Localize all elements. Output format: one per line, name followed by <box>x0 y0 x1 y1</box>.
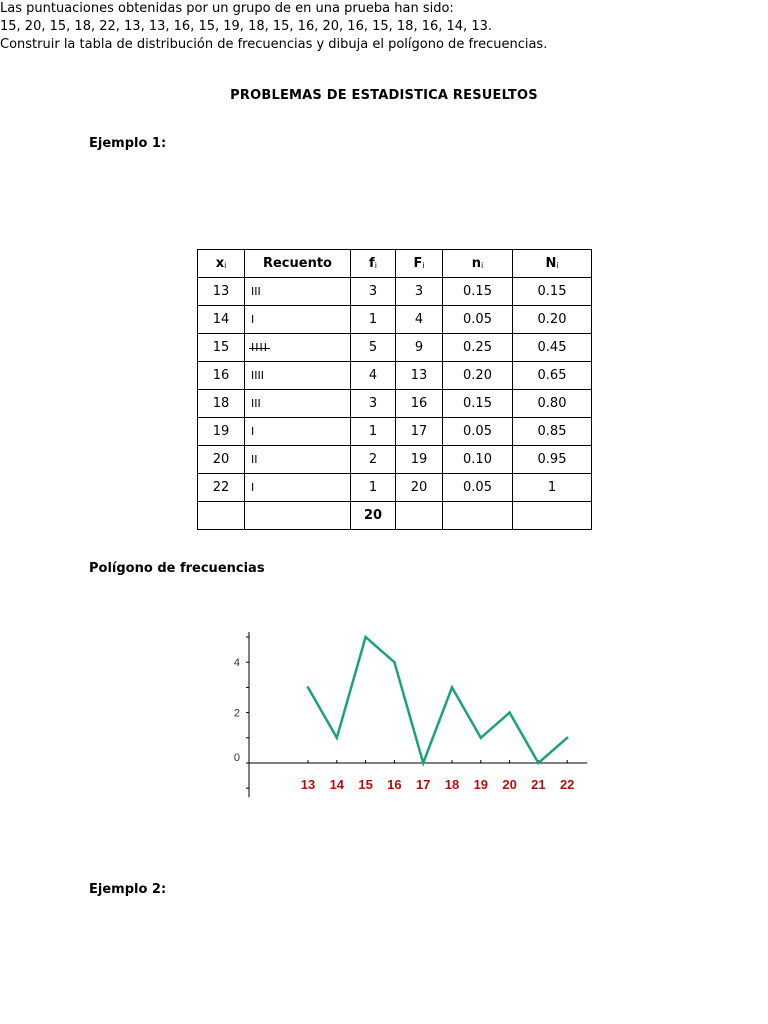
cell-x: 16 <box>198 362 245 390</box>
header-xi: xi <box>198 250 245 278</box>
statement-line-3: Construir la tabla de distribución de frecuencias y dibuja el polígono de frecuencias. <box>0 37 548 52</box>
data-point <box>508 711 511 714</box>
cell-N: 0.45 <box>513 334 592 362</box>
data-point <box>393 661 396 664</box>
data-point <box>422 762 425 765</box>
cell-F: 20 <box>396 474 443 502</box>
cell-N: 0.15 <box>513 278 592 306</box>
cell-f: 1 <box>351 418 396 446</box>
polygon-heading: Polígono de frecuencias <box>89 561 265 576</box>
cell-F: 4 <box>396 306 443 334</box>
cell-x: 18 <box>198 390 245 418</box>
cell-tally: IIII <box>245 362 351 390</box>
example-1-heading: Ejemplo 1: <box>89 136 167 151</box>
cell-N: 0.85 <box>513 418 592 446</box>
cell-n: 0.05 <box>443 474 513 502</box>
total-frequency: 20 <box>351 502 396 530</box>
header-Fi: Fi <box>396 250 443 278</box>
statement-line-2: 15, 20, 15, 18, 22, 13, 13, 16, 15, 19, 18, 15, 16, 20, 16, 15, 18, 16, 14, 13. <box>0 19 493 34</box>
cell-N: 0.95 <box>513 446 592 474</box>
x-tick-label: 13 <box>300 777 316 792</box>
data-point <box>336 737 339 740</box>
cell-F: 17 <box>396 418 443 446</box>
cell-N: 0.65 <box>513 362 592 390</box>
x-tick-label: 17 <box>415 777 431 792</box>
cell-F: 13 <box>396 362 443 390</box>
cell-f: 4 <box>351 362 396 390</box>
x-tick-label: 19 <box>473 777 489 792</box>
cell-x: 22 <box>198 474 245 502</box>
page-title: PROBLEMAS DE ESTADISTICA RESUELTOS <box>230 88 538 103</box>
example-2-heading: Ejemplo 2: <box>89 882 167 897</box>
cell-N: 0.20 <box>513 306 592 334</box>
cell-x: 19 <box>198 418 245 446</box>
statement-line-1: Las puntuaciones obtenidas por un grupo de en una prueba han sido: <box>0 1 454 16</box>
cell-f: 2 <box>351 446 396 474</box>
cell-n: 0.15 <box>443 390 513 418</box>
cell-x: 14 <box>198 306 245 334</box>
cell-f: 5 <box>351 334 396 362</box>
cell-tally: III <box>245 390 351 418</box>
cell-x: 15 <box>198 334 245 362</box>
chart-marks <box>307 636 569 765</box>
cell-f: 3 <box>351 390 396 418</box>
cell-x: 13 <box>198 278 245 306</box>
data-point <box>480 737 483 740</box>
y-tick-label: 2 <box>233 707 240 720</box>
y-tick-label: 4 <box>233 657 240 670</box>
data-point <box>566 737 569 740</box>
cell-x: 20 <box>198 446 245 474</box>
cell-n: 0.05 <box>443 418 513 446</box>
cell-f: 1 <box>351 474 396 502</box>
cell-f: 3 <box>351 278 396 306</box>
cell-tally: I <box>245 306 351 334</box>
cell-tally: IIII <box>245 334 351 362</box>
cell-n: 0.15 <box>443 278 513 306</box>
data-point <box>364 636 367 639</box>
header-Ni: Ni <box>513 250 592 278</box>
cell-N: 1 <box>513 474 592 502</box>
cell-N: 0.80 <box>513 390 592 418</box>
cell-F: 9 <box>396 334 443 362</box>
cell-tally: II <box>245 446 351 474</box>
cell-n: 0.25 <box>443 334 513 362</box>
cell-f: 1 <box>351 306 396 334</box>
cell-tally: I <box>245 418 351 446</box>
header-ni: ni <box>443 250 513 278</box>
x-tick-label: 15 <box>358 777 373 792</box>
x-tick-label: 20 <box>502 777 517 792</box>
x-tick-label: 21 <box>531 777 546 792</box>
x-tick-label: 16 <box>387 777 402 792</box>
y-tick-label: 0 <box>233 752 240 764</box>
cell-F: 16 <box>396 390 443 418</box>
data-point <box>537 762 540 765</box>
cell-n: 0.05 <box>443 306 513 334</box>
cell-n: 0.10 <box>443 446 513 474</box>
cell-F: 3 <box>396 278 443 306</box>
data-point <box>307 686 310 689</box>
cell-n: 0.20 <box>443 362 513 390</box>
x-tick-label: 18 <box>444 777 460 792</box>
header-recuento: Recuento <box>245 250 351 278</box>
x-tick-label: 22 <box>559 777 575 792</box>
cell-tally: III <box>245 278 351 306</box>
series-line <box>308 637 567 763</box>
cell-tally: I <box>245 474 351 502</box>
header-fi: fi <box>351 250 396 278</box>
data-point <box>451 686 454 689</box>
x-tick-label: 14 <box>329 777 345 792</box>
cell-F: 19 <box>396 446 443 474</box>
